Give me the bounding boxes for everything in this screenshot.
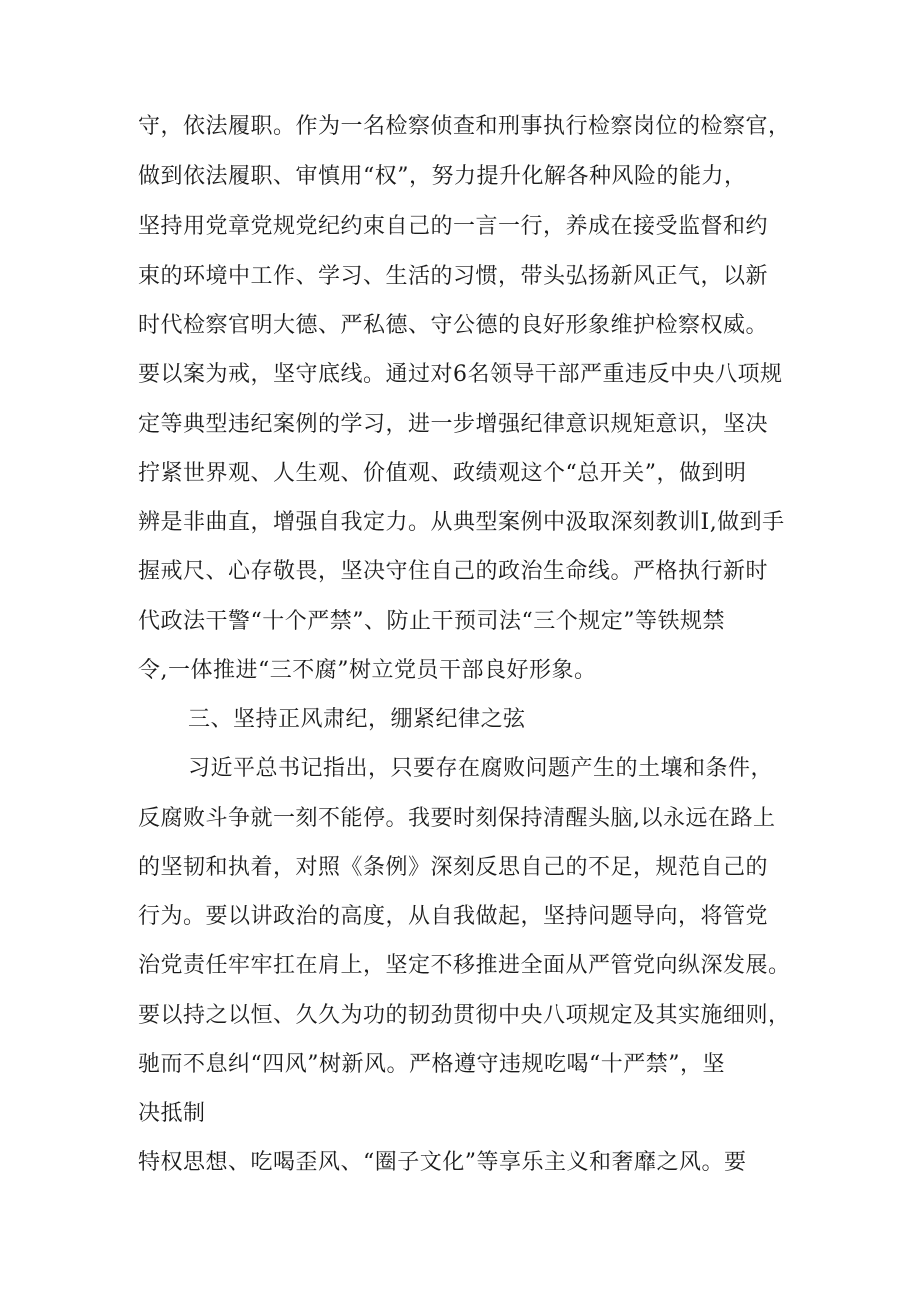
text-line: 握戒尺、心存敬畏，坚决守住自己的政治生命线。严格执行新时 xyxy=(138,559,769,584)
text-line: 反腐败斗争就一刻不能停。我要时刻保持清醒头脑,以永远在路上 xyxy=(138,806,776,831)
text-line: 的坚韧和执着，对照《条例》深刻反思自己的不足，规范自己的 xyxy=(138,855,769,880)
text-line: 束的环境中工作、学习、生活的习惯，带头弘扬新风正气，以新 xyxy=(138,264,769,289)
text-line: 治党责任牢牢扛在肩上，坚定不移推进全面从严管党向纵深发展。 xyxy=(138,953,791,978)
text-line: 坚持用党章党规党纪约束自己的一言一行，养成在接受监督和约 xyxy=(138,214,769,239)
text-line: 特权思想、吃喝歪风、“圈子文化”等享乐主义和奢靡之风。要 xyxy=(138,1150,747,1175)
text-line: 拧紧世界观、人生观、价值观、政绩观这个“总开关”，做到明 xyxy=(138,461,747,486)
text-line: 决抵制 xyxy=(138,1101,206,1126)
text-line: 守，依法履职。作为一名检察侦查和刑事执行检察岗位的检察官， xyxy=(138,114,791,139)
text-line: 驰而不息纠“四风”树新风。严格遵守违规吃喝“十严禁”，坚 xyxy=(138,1052,725,1077)
text-line: 行为。要以讲政治的高度，从自我做起，坚持问题导向，将管党 xyxy=(138,904,769,929)
text-line: 要以案为戒，坚守底线。通过对6名领导干部严重违反中央八项规 xyxy=(138,362,783,387)
text-line: 代政法干警“十个严禁”、防止干预司法“三个规定”等铁规禁 xyxy=(138,609,725,634)
text-line: 令,一体推进“三不腐”树立党员干部良好形象。 xyxy=(138,658,597,683)
text-line: 要以持之以恒、久久为功的韧劲贯彻中央八项规定及其实施细则， xyxy=(138,1003,791,1028)
section-heading: 三、坚持正风肃纪，绷紧纪律之弦 xyxy=(188,707,526,732)
text-line: 时代检察官明大德、严私德、守公德的良好形象维护检察权威。 xyxy=(138,313,769,338)
text-line: 习近平总书记指出，只要存在腐败问题产生的土壤和条件， xyxy=(188,756,774,781)
text-line: 定等典型违纪案例的学习，进一步增强纪律意识规矩意识，坚决 xyxy=(138,412,769,437)
text-line: 辨是非曲直，增强自我定力。从典型案例中汲取深刻教训I,做到手 xyxy=(138,510,785,535)
text-line: 做到依法履职、审慎用“权”，努力提升化解各种风险的能力， xyxy=(138,164,747,189)
